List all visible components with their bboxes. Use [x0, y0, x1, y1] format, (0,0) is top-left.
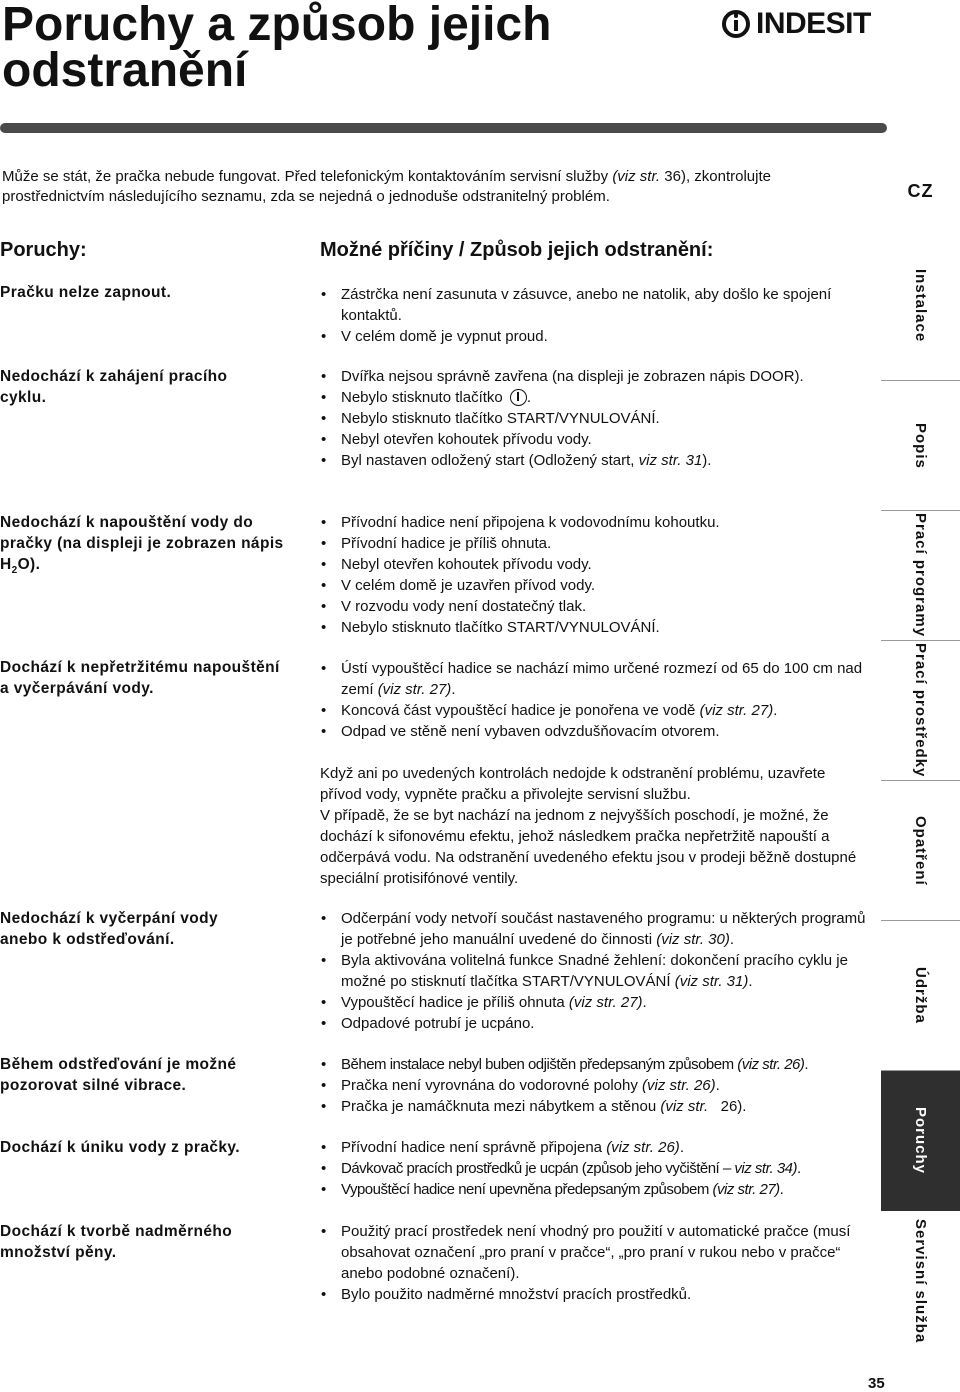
list-item: • Přívodní hadice není správně připojena (viz str. 26).: [320, 1137, 880, 1158]
list-item: • Ústí vypouštěcí hadice se nachází mimo určené rozmezí od 65 do 100 cm nad zemí (viz str. 27).: [320, 658, 880, 700]
solution-list-water-leak: [320, 1137, 880, 1200]
power-logo-icon: [722, 10, 750, 38]
list-item: • Nebyl otevřen kohoutek přívodu vody.: [320, 429, 880, 450]
list-item: • Odčerpání vody netvoří součást nastaveného programu: u některých programů je potřebné jeho manuální uvedené do činnosti (viz str. 30).: [320, 908, 866, 950]
tab-udrzba[interactable]: Údržba: [881, 921, 960, 1071]
section-sidebar: [881, 161, 960, 1351]
list-item: • Odpad ve stěně není vybaven odvzdušňovacím otvorem.: [320, 721, 880, 742]
tab-opatreni[interactable]: Opatření: [881, 781, 960, 921]
tab-praci-prostredky[interactable]: Prací prostředky: [881, 641, 960, 781]
language-tab: CZ: [881, 161, 960, 221]
siphon-note-1: Když ani po uvedených kontrolách nedojde k odstranění problému, uzavřete přívod vody, vypněte pračku a přivolejte servisní službu.: [320, 765, 826, 803]
solutions-heading: Možné příčiny / Způsob jejich odstranění:: [320, 239, 714, 261]
problem-no-cycle-start: Nedochází k zahájení pracího cyklu.: [0, 368, 228, 406]
solution-list-no-cycle-start: [320, 366, 880, 471]
list-item: • Pračka není vyrovnána do vodorovné polohy (viz str. 26).: [320, 1075, 880, 1096]
list-item: • Odpadové potrubí je ucpáno.: [320, 1013, 880, 1034]
solution-list-continuous-fill-drain: [320, 658, 880, 742]
tab-instalace[interactable]: Instalace: [881, 231, 960, 381]
indesit-logo: [722, 4, 871, 44]
problems-heading: Poruchy:: [0, 239, 87, 261]
problem-excessive-foam: Dochází k tvorbě nadměrného množství pěny.: [0, 1223, 233, 1261]
problem-strong-vibrations: Během odstřeďování je možné pozorovat silné vibrace.: [0, 1056, 237, 1094]
list-item: • V celém domě je vypnut proud.: [320, 326, 880, 347]
page-number: 35: [868, 1375, 885, 1392]
problem-water-leak: Dochází k úniku vody z pračky.: [0, 1139, 240, 1156]
list-item: • Byl nastaven odložený start (Odložený start, viz str. 31).: [320, 450, 880, 471]
list-item: • Nebylo stisknuto tlačítko .: [320, 387, 880, 408]
list-item: • Nebyl otevřen kohoutek přívodu vody.: [320, 554, 880, 575]
problem-no-water-intake: Nedochází k napouštění vody do pračky (na displeji je zobrazen nápis $H_2O$).: [0, 514, 284, 577]
tab-poruchy[interactable]: Poruchy: [881, 1071, 960, 1211]
page-title: Poruchy a způsob jejich odstranění: [2, 0, 552, 97]
solution-list-strong-vibrations: [320, 1054, 880, 1117]
list-item: • Dvířka nejsou správně zavřena (na displeji je zobrazen nápis DOOR).: [320, 366, 821, 387]
list-item: • Koncová část vypouštěcí hadice je ponořena ve vodě (viz str. 27).: [320, 700, 880, 721]
list-item: • Použitý prací prostředek není vhodný pro použití v automatické pračce (musí obsahovat označení „pro praní v pračce“, „pro praní v rukou nebo v pračce“ anebo podobné označení).: [320, 1221, 871, 1284]
list-item: • Bylo použito nadměrné množství pracích prostředků.: [320, 1284, 880, 1305]
brand-name: INDESIT: [756, 7, 871, 40]
list-item: • V rozvodu vody není dostatečný tlak.: [320, 596, 880, 617]
solution-list-no-water-intake: [320, 512, 880, 638]
siphon-note-2: V případě, že se byt nachází na jednom z nejvyšších poschodí, je možné, že dochází k sifonovému efektu, jehož následkem pračka nepřetržitě napouští a odčerpává vodu. Na odstranění uvedeného efektu jsou v prodeji běžně dostupné speciální protisifónové ventily.: [320, 807, 857, 887]
list-item: • Byla aktivována volitelná funkce Snadné žehlení: dokončení pracího cyklu je možné po stisknutí tlačítka START/VYNULOVÁNÍ (viz str. 31).: [320, 950, 876, 992]
power-button-icon: [510, 389, 527, 406]
problem-no-drain-spin: Nedochází k vyčerpání vody anebo k odstřeďování.: [0, 910, 219, 948]
list-item: • Během instalace nebyl buben odjištěn předepsaným způsobem (viz str. 26).: [320, 1054, 880, 1075]
solution-list-excessive-foam: [320, 1221, 880, 1305]
problem-continuous-fill-drain: Dochází k nepřetržitému napouštění a vyčerpávání vody.: [0, 659, 280, 697]
problem-no-power: Pračku nelze zapnout.: [0, 284, 172, 301]
list-item: • Vypouštěcí hadice není upevněna předepsaným způsobem (viz str. 27).: [320, 1179, 880, 1200]
tab-praci-programy[interactable]: Prací programy: [881, 511, 960, 641]
header-divider: [0, 123, 887, 133]
list-item: • Přívodní hadice je příliš ohnuta.: [320, 533, 880, 554]
list-item: • Přívodní hadice není připojena k vodovodnímu kohoutku.: [320, 512, 880, 533]
list-item: • Vypouštěcí hadice je příliš ohnuta (viz str. 27).: [320, 992, 880, 1013]
list-item: • Dávkovač pracích prostředků je ucpán (způsob jeho vyčištění – viz str. 34).: [320, 1158, 880, 1179]
tab-servisni-sluzba[interactable]: Servisní služba: [912, 1218, 929, 1344]
list-item: • V celém domě je uzavřen přívod vody.: [320, 575, 880, 596]
solution-list-no-power: [320, 284, 880, 347]
tab-popis[interactable]: Popis: [881, 381, 960, 511]
list-item: • Zástrčka není zasunuta v zásuvce, anebo ne natolik, aby došlo ke spojení kontaktů.: [320, 284, 880, 326]
list-item: • Pračka je namáčknuta mezi nábytkem a stěnou (viz str. 26).: [320, 1096, 880, 1117]
intro-paragraph: Může se stát, že pračka nebude fungovat. Před telefonickým kontaktováním servisní služby (viz str. 36), zkontrolujte prostřednictvím následujícího seznamu, zda se nejedná o jednoduše odstranitelný problém.: [2, 168, 771, 205]
solution-list-no-drain-spin: [320, 908, 880, 1034]
list-item: • Nebylo stisknuto tlačítko START/VYNULOVÁNÍ.: [320, 408, 880, 429]
list-item: • Nebylo stisknuto tlačítko START/VYNULOVÁNÍ.: [320, 617, 880, 638]
